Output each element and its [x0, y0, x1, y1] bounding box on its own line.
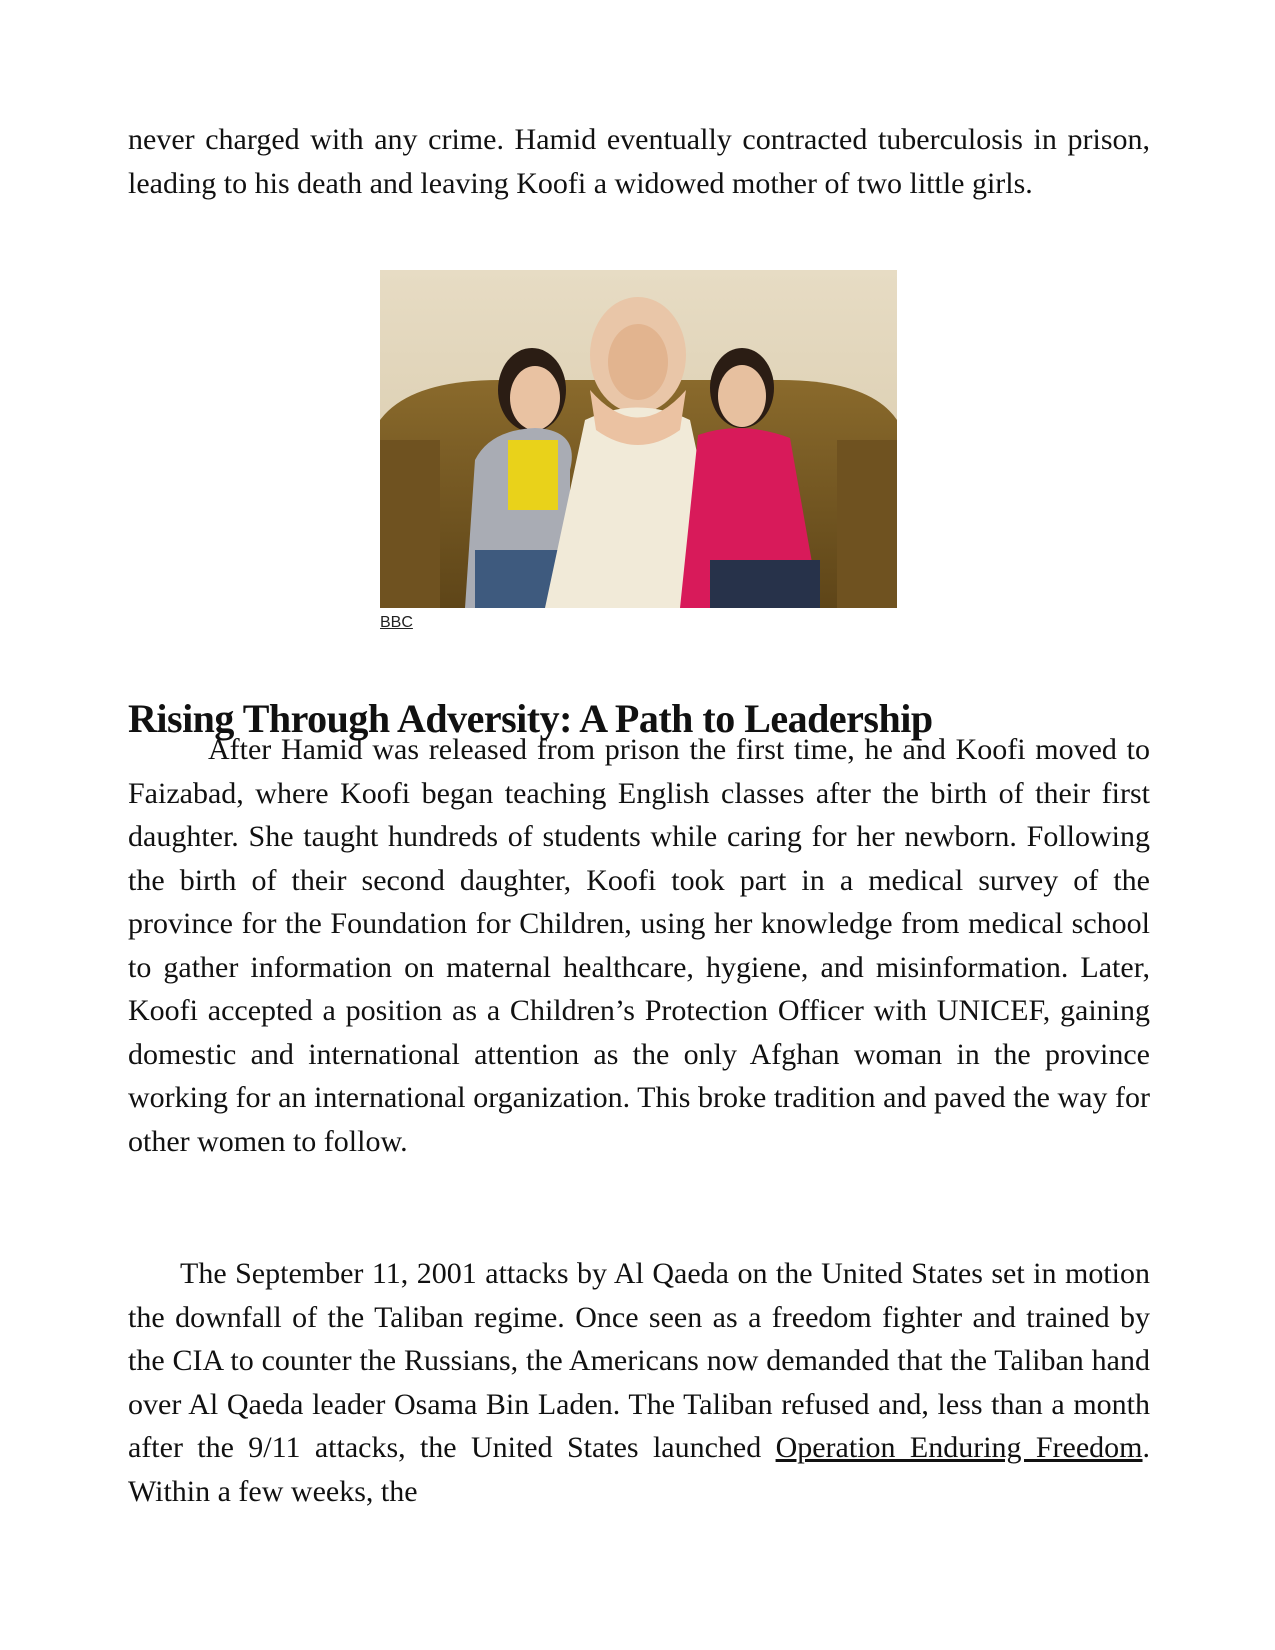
paragraph-two — [128, 728, 1150, 1163]
paragraph-three — [128, 1252, 1150, 1513]
operation-enduring-freedom-link[interactable]: Operation Enduring Freedom — [775, 1431, 1143, 1464]
photo-caption: BBC — [380, 614, 413, 631]
paragraph-continuation: never charged with any crime. Hamid eventually contracted tuberculosis in prison, leading to his death and leaving Koofi a widowed mother of two little girls. — [128, 123, 1150, 200]
paragraph-three-text: The September 11, 2001 attacks by Al Qaeda on the United States set in motion the downfall of the Taliban regime. Once seen as a freedom fighter and trained by the CIA to counter the Russians, the Americans now demanded that the Taliban hand over Al Qaeda leader Osama Bin Laden. The Taliban refused and, less than a month after the 9/11 attacks, the United States launched — [128, 1257, 1150, 1464]
family-photo — [380, 270, 897, 608]
section-heading: Rising Through Adversity: A Path to Leadership — [128, 696, 933, 742]
paragraph-two-text: After Hamid was released from prison the first time, he and Koofi moved to Faizabad, where Koofi began teaching English classes after the birth of their first daughter. She taught hundreds of students while caring for her newborn. Following the birth of their second daughter, Koofi took part in a medical survey of the province for the Foundation for Children, using her knowledge from medical school to gather information on maternal healthcare, hygiene, and misinformation. Later, Koofi accepted a position as a Children’s Protection Officer with UNICEF, gaining domestic and international attention as the only Afghan woman in the province working for an international organization. This broke tradition and paved the way for other women to follow. — [128, 733, 1150, 1158]
paragraph-three-tail: . Within a few weeks, the — [128, 1431, 1151, 1508]
